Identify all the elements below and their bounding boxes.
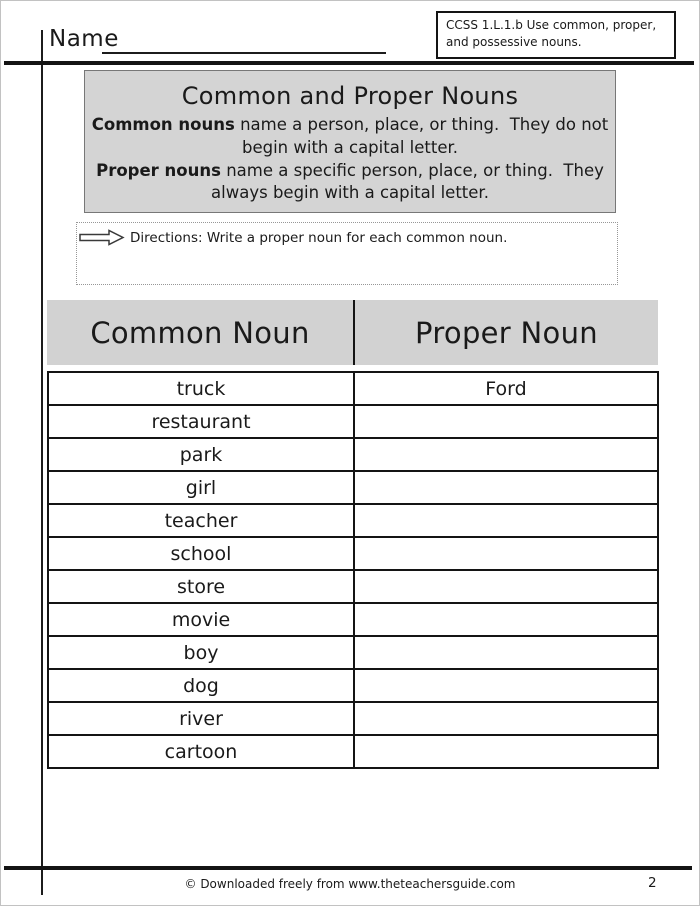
definition-line	[85, 182, 615, 205]
common-noun-cell: movie	[48, 603, 354, 636]
common-noun-cell: restaurant	[48, 405, 354, 438]
proper-noun-cell	[354, 735, 658, 768]
name-label: Name	[49, 26, 119, 52]
left-margin-line	[41, 30, 43, 895]
common-noun-cell: park	[48, 438, 354, 471]
footer-credit: © Downloaded freely from www.theteachersguide.com	[184, 877, 516, 891]
common-noun-cell: river	[48, 702, 354, 735]
table-row	[48, 537, 658, 570]
proper-noun-cell	[354, 570, 658, 603]
definition-text: begin with a capital letter.	[242, 137, 458, 157]
definition-line	[85, 114, 615, 137]
common-noun-cell: cartoon	[48, 735, 354, 768]
proper-noun-cell	[354, 702, 658, 735]
definition-line	[85, 160, 615, 183]
proper-noun-cell	[354, 504, 658, 537]
table-row	[48, 438, 658, 471]
lesson-info-box	[84, 70, 616, 213]
common-noun-cell: teacher	[48, 504, 354, 537]
top-divider-rule	[4, 61, 694, 65]
page-number: 2	[648, 875, 657, 891]
proper-noun-header: Proper Noun	[415, 315, 598, 350]
definition-text: name a specific person, place, or thing. They	[220, 160, 604, 180]
proper-noun-cell	[354, 603, 658, 636]
common-noun-cell: school	[48, 537, 354, 570]
noun-table	[47, 371, 659, 769]
proper-noun-cell	[354, 669, 658, 702]
proper-noun-cell: Ford	[354, 372, 658, 405]
proper-noun-cell	[354, 438, 658, 471]
table-row	[48, 372, 658, 405]
worksheet-title: Common and Proper Nouns	[181, 82, 519, 110]
table-row	[48, 669, 658, 702]
table-row	[48, 735, 658, 768]
table-row	[48, 702, 658, 735]
table-row	[48, 636, 658, 669]
common-noun-cell: truck	[48, 372, 354, 405]
common-noun-cell: boy	[48, 636, 354, 669]
definition-text: always begin with a capital letter.	[211, 183, 489, 203]
common-noun-header: Common Noun	[47, 300, 355, 365]
table-row	[48, 471, 658, 504]
proper-noun-cell	[354, 636, 658, 669]
directions-box	[76, 222, 618, 285]
table-header	[47, 300, 658, 365]
proper-noun-cell	[354, 405, 658, 438]
bottom-divider-rule	[4, 866, 692, 870]
definition-line	[85, 137, 615, 160]
definition-text: name a person, place, or thing. They do not	[234, 115, 609, 134]
common-noun-cell: girl	[48, 471, 354, 504]
table-row	[48, 504, 658, 537]
directions-text: Directions: Write a proper noun for each common noun.	[130, 229, 508, 246]
table-row	[48, 570, 658, 603]
proper-noun-cell	[354, 471, 658, 504]
name-blank-line	[102, 52, 386, 54]
table-row	[48, 603, 658, 636]
table-row	[48, 405, 658, 438]
bold-term: Common nouns	[91, 115, 235, 134]
common-noun-cell: dog	[48, 669, 354, 702]
bold-term: Proper nouns	[96, 160, 221, 180]
right-arrow-icon	[79, 229, 125, 246]
common-noun-cell: store	[48, 570, 354, 603]
ccss-standard-note: CCSS 1.L.1.b Use common, proper, and possessive nouns.	[436, 11, 676, 59]
proper-noun-cell	[354, 537, 658, 570]
